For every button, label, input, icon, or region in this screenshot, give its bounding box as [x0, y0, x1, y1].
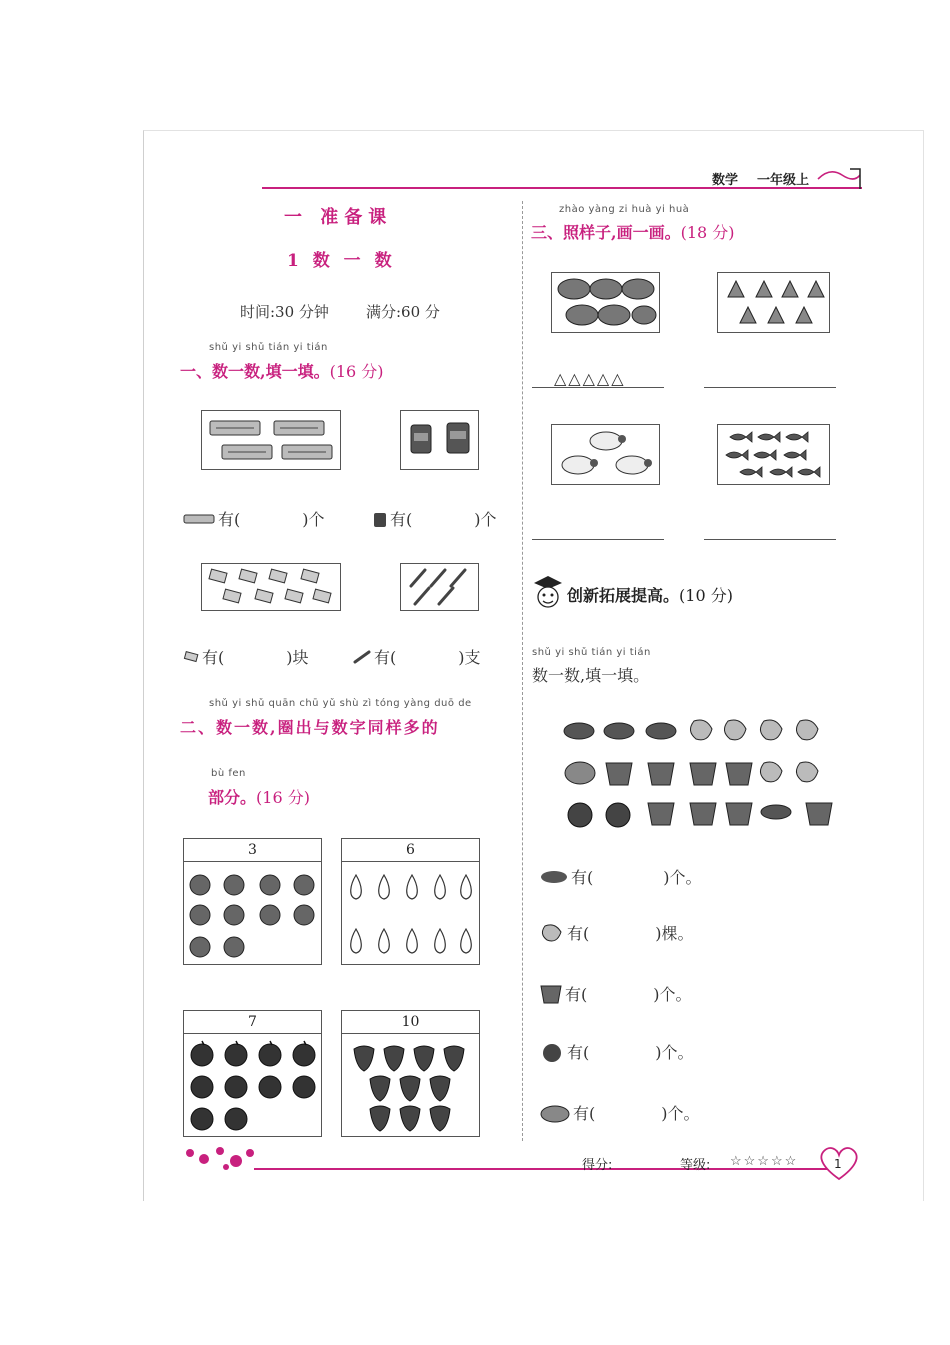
section3-heading — [531, 220, 735, 243]
score-label: 得分: — [582, 1158, 613, 1173]
fish-picture-box — [717, 424, 830, 485]
pencil-case-picture-box — [201, 410, 341, 470]
time-info: 时间:30 分钟 — [240, 303, 329, 321]
tomato-icon — [539, 1041, 565, 1063]
vegetable-picture — [556, 711, 836, 831]
section4-item-pepper: 有( )个。 — [539, 982, 692, 1005]
section1-item-schoolbag: 有( )个 — [372, 507, 497, 530]
schoolbag-picture-box — [400, 410, 479, 470]
header-swirl-icon — [816, 165, 864, 191]
section2-points: (16 分) — [256, 788, 310, 807]
strawberry-icon — [342, 1033, 478, 1135]
orange-icon — [184, 861, 320, 963]
count-box-number: 7 — [184, 1011, 321, 1034]
section4-item-pumpkin: 有( )个。 — [539, 1101, 700, 1124]
section2-title-1: 二、数一数,圈出与数字同样多的 — [180, 718, 440, 737]
count-box-number: 3 — [184, 839, 321, 862]
section1-item-eraser: 有( )块 — [182, 645, 309, 668]
section2-heading-2 — [208, 785, 310, 808]
apple-icon — [184, 1033, 320, 1135]
tomato-icon — [568, 803, 630, 827]
pumpkin-icon — [539, 1103, 571, 1123]
pencil-icon — [401, 564, 477, 609]
eraser-icon — [182, 650, 200, 664]
count-box-number: 6 — [342, 839, 479, 862]
answer-line-4[interactable] — [704, 539, 836, 540]
eraser-icon — [202, 564, 339, 609]
watermelon-icon — [552, 273, 658, 331]
schoolbag-icon — [401, 411, 477, 468]
eggplant-icon — [539, 869, 569, 885]
page-number: 1 — [834, 1157, 842, 1171]
graduate-mascot-icon — [530, 573, 566, 611]
section1-item-pencil: 有( )支 — [352, 645, 481, 668]
worksheet-page — [143, 130, 924, 1201]
section4-item-cabbage: 有( )棵。 — [539, 921, 694, 944]
sheep-icon — [552, 425, 658, 483]
count-box-number: 10 — [342, 1011, 479, 1034]
pepper-icon — [539, 983, 563, 1005]
sheep-picture-box — [551, 424, 660, 485]
header-subject: 数学 — [712, 173, 739, 188]
pencil-case-icon — [182, 512, 216, 526]
pear-icon — [342, 861, 478, 963]
pencil-case-icon — [202, 411, 339, 468]
eggplant-icon — [564, 723, 791, 819]
section1-heading — [180, 359, 384, 382]
grade-label: 等级: — [680, 1158, 711, 1173]
section3-example-triangles: △△△△△ — [554, 369, 626, 388]
section1-points: (16 分) — [329, 362, 384, 381]
section1-title: 一、数一数,填一填。 — [180, 362, 330, 381]
unit-title: 一 准备课 — [284, 207, 393, 228]
count-box-3 — [183, 838, 322, 965]
section3-points: (18 分) — [680, 223, 735, 242]
fish-icon — [718, 425, 828, 483]
eraser-picture-box — [201, 563, 341, 611]
count-box-7 — [183, 1010, 322, 1137]
section4-title: 创新拓展提高。 — [567, 586, 680, 605]
section2-pinyin-2: bù fen — [211, 768, 246, 779]
full-score-info: 满分:60 分 — [366, 303, 440, 321]
section4-item-tomato: 有( )个。 — [539, 1040, 694, 1063]
section4-item-eggplant: 有( )个。 — [539, 865, 702, 888]
column-divider — [522, 201, 523, 1141]
pumpkin-icon — [565, 762, 595, 784]
pencil-picture-box — [400, 563, 479, 611]
peach-picture-box — [717, 272, 830, 333]
section4-heading — [567, 583, 733, 606]
answer-line-2[interactable] — [704, 387, 836, 388]
section4-points: (10 分) — [679, 586, 733, 605]
cabbage-icon — [539, 922, 565, 944]
schoolbag-icon — [372, 510, 388, 528]
flower-decoration-icon — [176, 1139, 266, 1175]
peach-icon — [718, 273, 828, 331]
answer-line-1[interactable] — [532, 387, 664, 388]
count-box-6 — [341, 838, 480, 965]
section4-pinyin: shǔ yi shǔ tián yi tián — [532, 647, 651, 658]
section3-title: 三、照样子,画一画。 — [531, 223, 681, 242]
section4-subtitle: 数一数,填一填。 — [532, 666, 650, 685]
answer-line-3[interactable] — [532, 539, 664, 540]
lesson-title: 1 数 一 数 — [287, 251, 396, 271]
header-grade: 一年级上 — [757, 173, 810, 188]
section3-pinyin: zhào yàng zi huà yi huà — [559, 204, 690, 215]
grade-stars[interactable]: ☆☆☆☆☆ — [730, 1154, 799, 1169]
watermelon-picture-box — [551, 272, 660, 333]
section1-pinyin: shǔ yi shǔ tián yi tián — [209, 342, 328, 353]
section2-pinyin-1: shǔ yi shǔ quān chū yǔ shù zì tóng yàng duō de — [209, 698, 472, 709]
pencil-icon — [352, 649, 372, 665]
section1-item-pencil-case: 有( )个 — [182, 507, 325, 530]
section2-title-2: 部分。 — [208, 788, 257, 807]
count-box-10 — [341, 1010, 480, 1137]
